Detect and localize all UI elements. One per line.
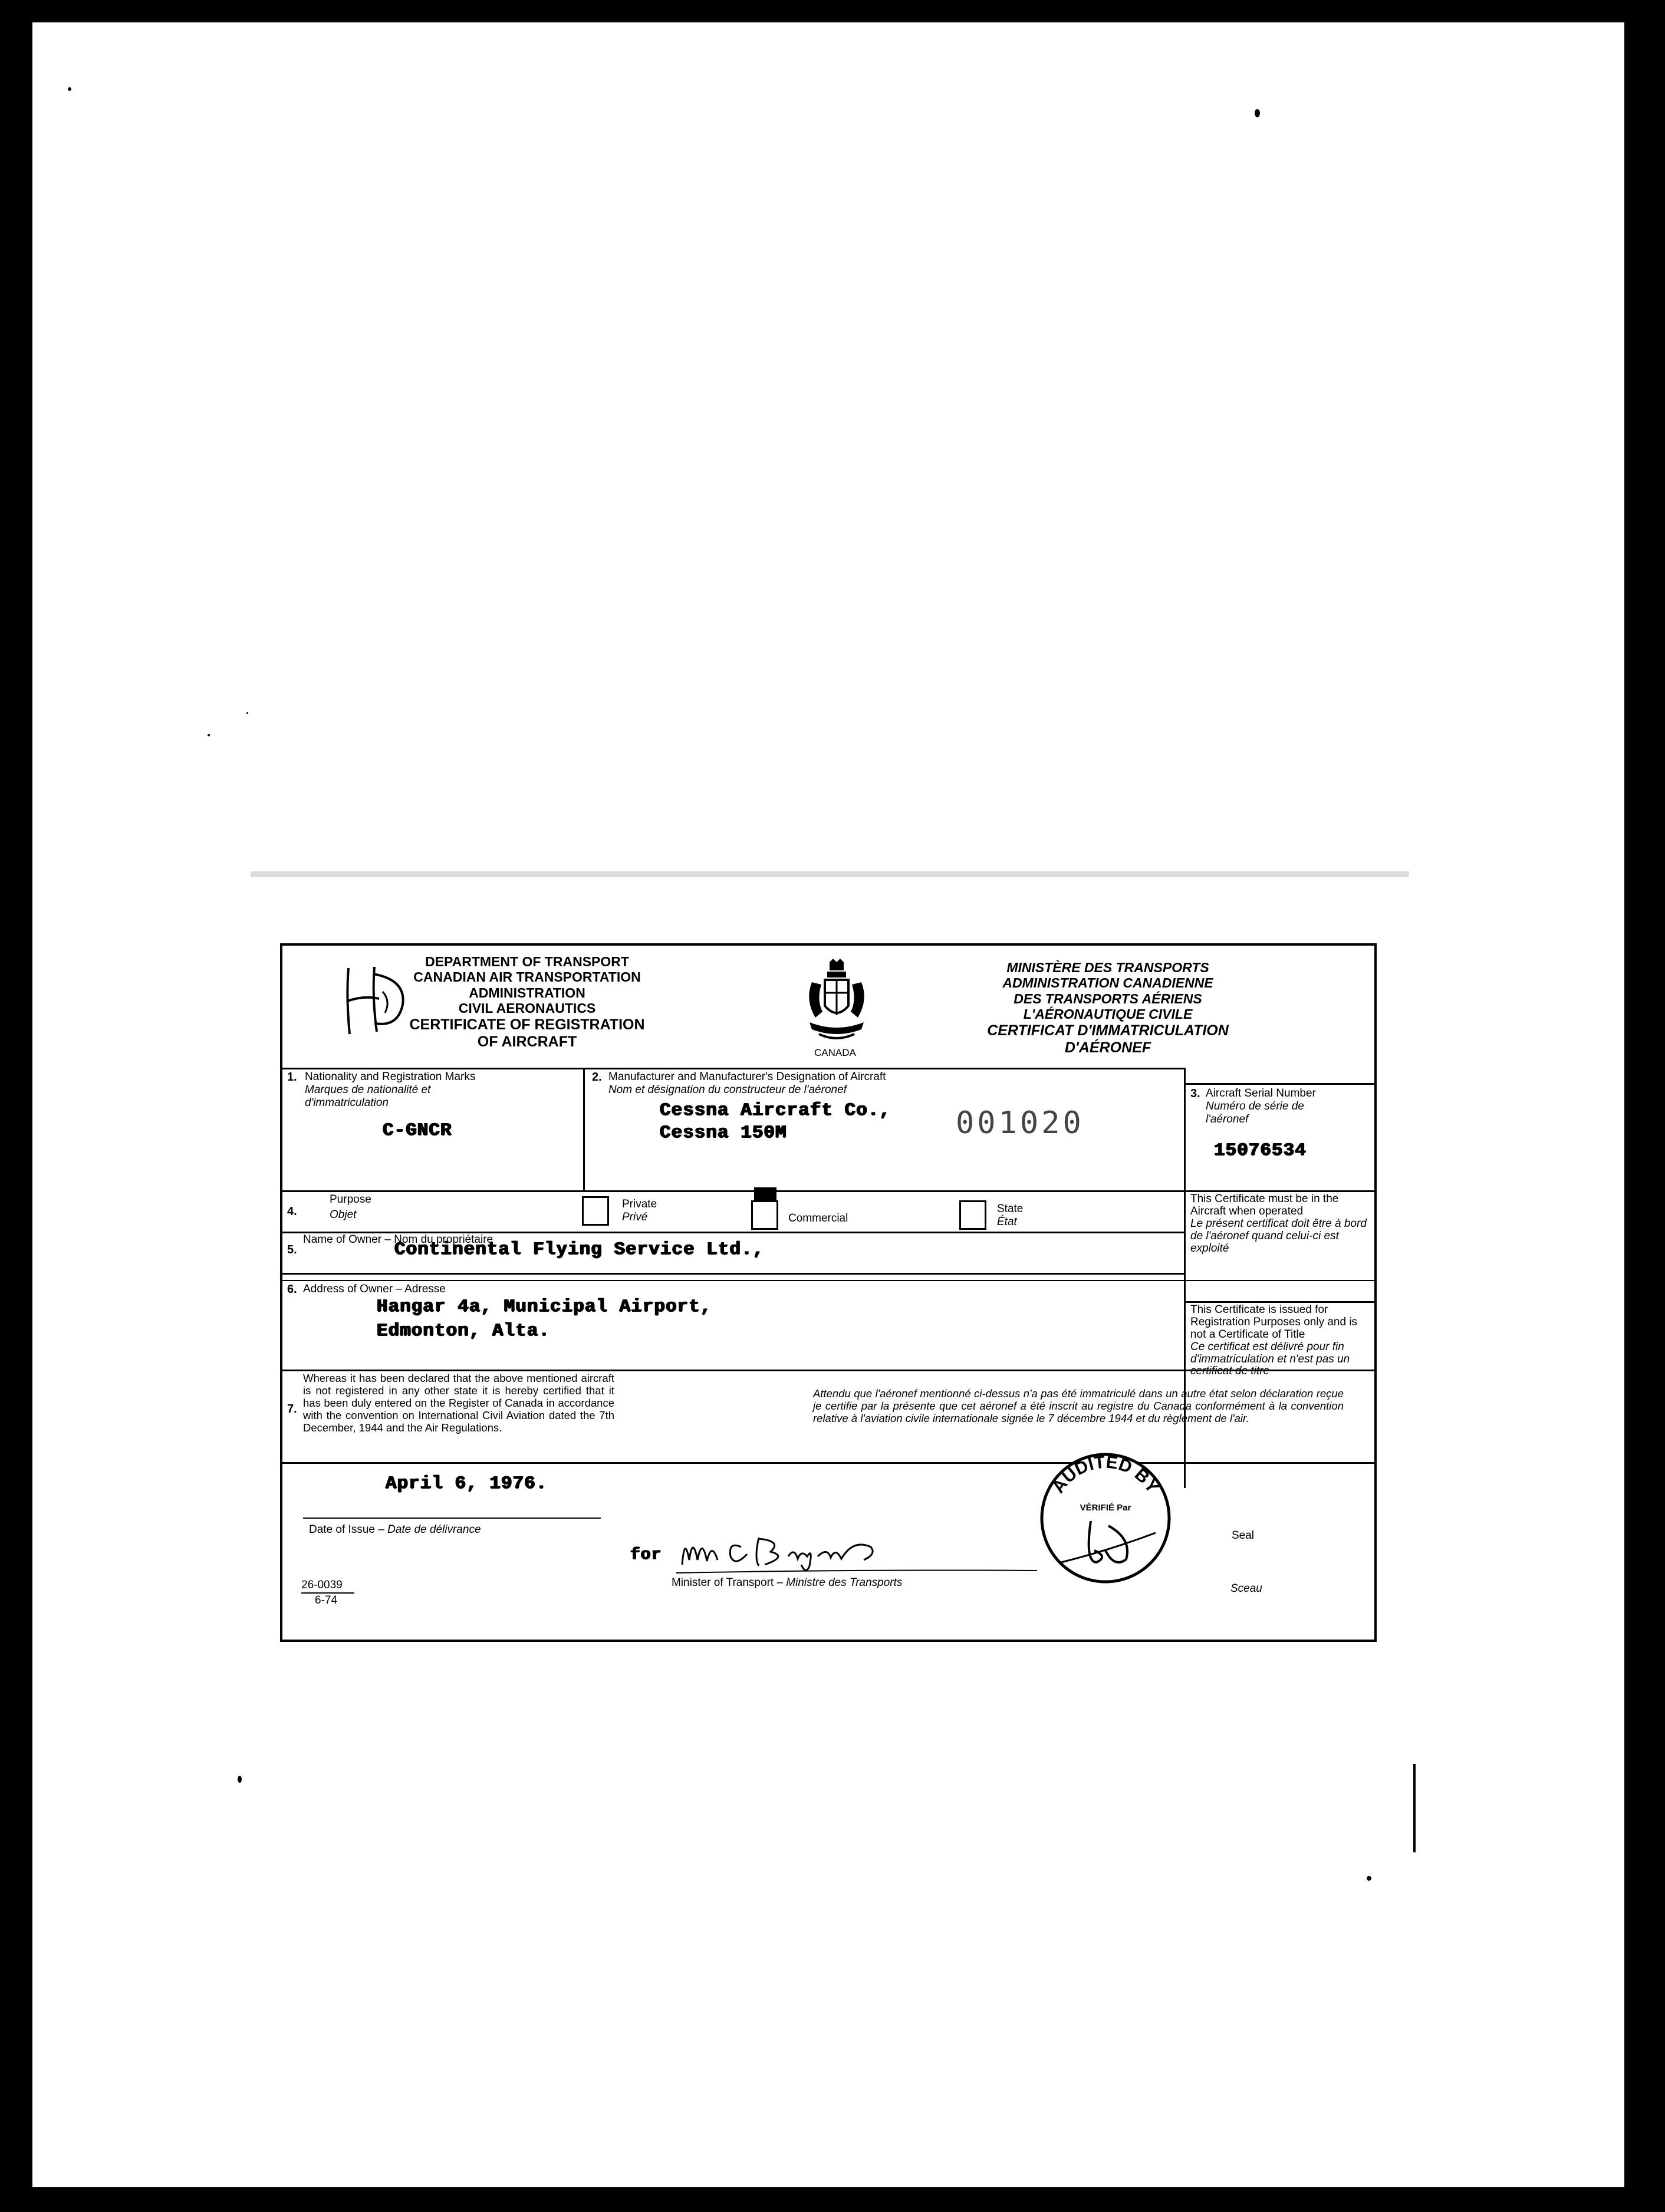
field5-number: 5. [287, 1243, 297, 1256]
form-number-underline [301, 1592, 354, 1594]
owner-address-value: Hangar 4a, Municipal Airport, [377, 1296, 712, 1317]
serial-number-value: 15076534 [1214, 1140, 1307, 1161]
state-checkbox[interactable] [959, 1200, 986, 1230]
purpose-notice-fr: Ce certificat est délivré pour fin d'immatriculation et n'est pas un certificat de titre [1190, 1340, 1350, 1378]
manufacturer-value: Cessna Aircraft Co., [660, 1100, 891, 1121]
rule [282, 1068, 1184, 1069]
certificate-form [280, 943, 1377, 1642]
commercial-checkbox[interactable] [751, 1200, 778, 1230]
rule [282, 1280, 1374, 1281]
field7-number: 7. [287, 1403, 297, 1416]
carry-notice [1190, 1193, 1370, 1255]
minister-label: Minister of Transport – Ministre des Transports [672, 1576, 903, 1589]
commercial-check-mark [754, 1187, 776, 1200]
carry-notice-en: This Certificate must be in the Aircraft when operated [1190, 1193, 1339, 1217]
field2-number: 2. [592, 1071, 602, 1084]
certificate-title-en: CERTIFICATE OF REGISTRATION [409, 1016, 645, 1033]
header-en [403, 954, 651, 1050]
state-label-en: State [997, 1203, 1024, 1215]
purpose-notice-en: This Certificate is issued for Registration Purposes only and is not a Certificate of Title [1190, 1304, 1358, 1341]
private-label-en: Private [622, 1198, 657, 1210]
field1-label-fr: Marques de nationalité et [305, 1084, 431, 1096]
owner-address-value: Edmonton, Alta. [377, 1321, 551, 1341]
field7-text-fr: Attendu que l'aéronef mentionné ci-dessus n'a pas été immatriculé dans un autre état selon déclaration reçue je certifie par la présente que cet aéronef a été inscrit au registre du Canada conformément à la convention relative à l'aviation civile internationale signée le 7 décembre 1944 et du règlement de l'air. [813, 1387, 1344, 1424]
field6-label: Address of Owner – Adresse [303, 1283, 446, 1295]
for-text: for [630, 1546, 662, 1564]
private-label-fr: Privé [622, 1211, 648, 1223]
field4-label-fr: Objet [330, 1209, 357, 1221]
rule [282, 1273, 1184, 1275]
field5-label: Name of Owner – Nom du propriétaire [303, 1233, 493, 1246]
stamped-number: 001020 [956, 1105, 1084, 1141]
stamp-sub-text: VÉRIFIÉ Par [1080, 1503, 1131, 1513]
header-fr-line: ADMINISTRATION CANADIENNE [1002, 975, 1213, 991]
field3-label-fr: Numéro de série de [1206, 1100, 1304, 1112]
date-label-fr: Date de délivrance [387, 1523, 481, 1536]
manufacturer-value: Cessna 150M [660, 1123, 787, 1143]
field2-label-en: Manufacturer and Manufacturer's Designation of Aircraft [608, 1071, 886, 1083]
rule [1184, 1083, 1374, 1085]
rule [282, 1462, 1374, 1464]
field3-label-fr: l'aéronef [1206, 1113, 1249, 1125]
commercial-label-en: Commercial [788, 1212, 848, 1224]
rule [1184, 1068, 1186, 1488]
field6-number: 6. [287, 1283, 297, 1296]
date-of-issue-label: Date of Issue – Date de délivrance [309, 1523, 481, 1536]
rule [583, 1068, 585, 1190]
field1-number: 1. [287, 1071, 297, 1084]
audited-stamp [1038, 1450, 1173, 1586]
private-checkbox[interactable] [582, 1196, 609, 1226]
certificate-title-fr: D'AÉRONEF [1064, 1039, 1151, 1056]
field1-label-fr: d'immatriculation [305, 1097, 389, 1109]
minister-label-fr: Ministre des Transports [786, 1576, 903, 1589]
minister-signature-icon [676, 1523, 1042, 1576]
handwritten-initials-icon [341, 962, 412, 1039]
seal-label-fr: Sceau [1230, 1582, 1262, 1595]
field1-label-en: Nationality and Registration Marks [305, 1071, 476, 1083]
header-en-line: CIVIL AERONAUTICS [458, 1000, 596, 1016]
field4-label-en: Purpose [330, 1193, 371, 1206]
owner-name-value: Continental Flying Service Ltd., [394, 1239, 765, 1260]
field2-label-fr: Nom et désignation du constructeur de l'aéronef [608, 1084, 847, 1096]
field3-number: 3. [1190, 1087, 1200, 1100]
form-date: 6-74 [315, 1594, 338, 1607]
state-label-fr: État [997, 1216, 1017, 1228]
certificate-title-en: OF AIRCRAFT [477, 1033, 577, 1050]
header-en-line: ADMINISTRATION [469, 985, 585, 1000]
registration-mark-value: C-GNCR [383, 1120, 452, 1141]
header-fr [972, 960, 1243, 1056]
minister-label-en: Minister of Transport [672, 1576, 774, 1589]
date-of-issue-value: April 6, 1976. [386, 1473, 548, 1494]
coat-of-arms [801, 959, 872, 1062]
header-fr-line: DES TRANSPORTS AÉRIENS [1014, 990, 1202, 1006]
field4-number: 4. [287, 1205, 297, 1218]
form-number: 26-0039 [301, 1579, 343, 1591]
scan-edge-line [1413, 1764, 1416, 1852]
field3-label-en: Aircraft Serial Number [1206, 1087, 1316, 1100]
coat-of-arms-icon [801, 959, 872, 1047]
date-label-en: Date of Issue [309, 1523, 375, 1536]
purpose-notice [1190, 1304, 1370, 1378]
carry-notice-fr: Le présent certificat doit être à bord de l'aéronef quand celui-ci est exploité [1190, 1217, 1367, 1255]
stamp-top-text: AUDITED BY [1048, 1452, 1163, 1497]
header-en-line: CANADIAN AIR TRANSPORTATION [413, 969, 641, 985]
coat-of-arms-label: CANADA [814, 1047, 856, 1058]
header-fr-line: MINISTÈRE DES TRANSPORTS [1006, 960, 1209, 975]
header-en-line: DEPARTMENT OF TRANSPORT [425, 954, 629, 969]
audited-stamp-icon [1038, 1450, 1173, 1586]
header-fr-line: L'AÉRONAUTIQUE CIVILE [1023, 1006, 1193, 1022]
field7-text-en: Whereas it has been declared that the above mentioned aircraft is not registered in any other state it is hereby certified that it has been duly entered on the Register of Canada in accordance with the convention on International Civil Aviation dated the 7th December, 1944 and the Air Regulations. [303, 1372, 614, 1434]
certificate-title-fr: CERTIFICAT D'IMMATRICULATION [987, 1022, 1229, 1039]
rule [1184, 1301, 1374, 1303]
rule [282, 1190, 1374, 1192]
seal-label-en: Seal [1232, 1529, 1255, 1542]
date-underline [303, 1518, 601, 1519]
